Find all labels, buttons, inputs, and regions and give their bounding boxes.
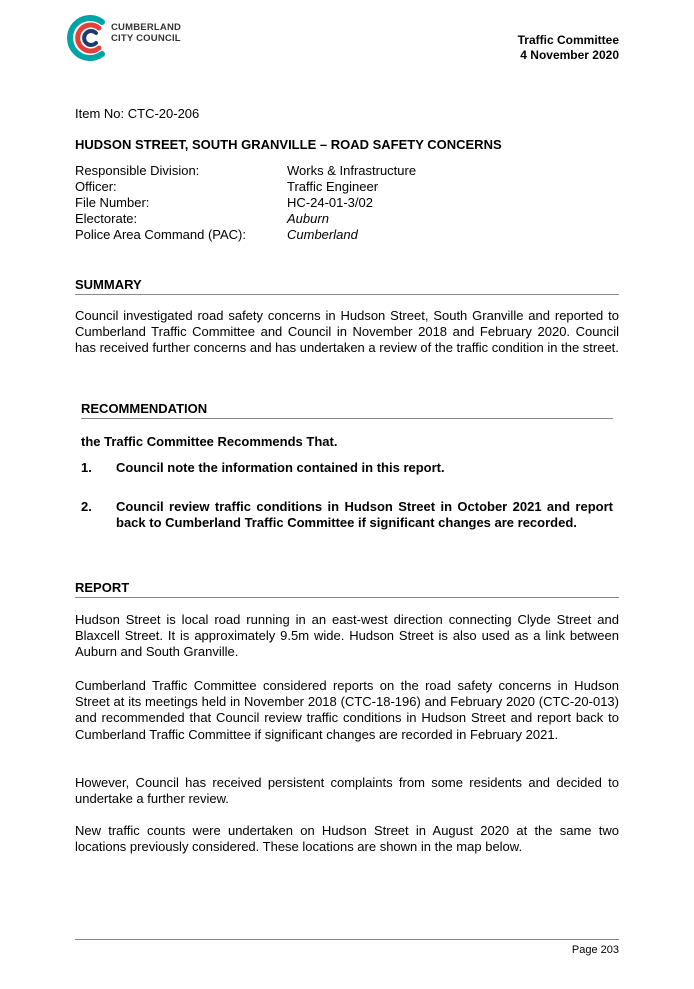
meta-value: Auburn — [287, 211, 329, 226]
recommendation-number: 1. — [81, 460, 92, 475]
meta-row — [75, 179, 416, 195]
logo-line2: CITY COUNCIL — [111, 33, 181, 44]
meta-row — [75, 163, 416, 179]
meta-key: Electorate: — [75, 211, 138, 226]
footer-divider — [75, 939, 619, 940]
summary-text: Council investigated road safety concerns in Hudson Street, South Granville and reported to Cumberland Traffic Committee and Council in November 2018 and February 2020. Council has received further concerns and has undertaken a review of the traffic condition in the street. — [75, 308, 619, 356]
report-paragraph: New traffic counts were undertaken on Hudson Street in August 2020 at the same two locations previously considered. These locations are shown in the map below. — [75, 823, 619, 855]
meta-table — [75, 163, 416, 243]
council-logo — [66, 10, 194, 68]
item-number: Item No: CTC-20-206 — [75, 106, 200, 121]
meta-key: File Number: — [75, 195, 150, 210]
meeting-date: 4 November 2020 — [520, 48, 619, 62]
meta-key: Responsible Division: — [75, 163, 200, 178]
meta-value: Works & Infrastructure — [287, 163, 417, 178]
council-logo-icon — [66, 10, 110, 66]
meta-row — [75, 227, 416, 243]
recommendation-item — [81, 460, 613, 476]
page-number: Page 203 — [571, 944, 619, 956]
meta-value: Cumberland — [287, 227, 358, 242]
recommendation-text: Council review traffic conditions in Hudson Street in October 2021 and report back to Cumberland Traffic Committee if significant changes are recorded. — [116, 499, 613, 531]
meta-row — [75, 195, 416, 211]
report-paragraph: However, Council has received persistent complaints from some residents and decided to undertake a further review. — [75, 775, 619, 807]
committee-name: Traffic Committee — [517, 33, 619, 47]
recommendation-text: Council note the information contained in this report. — [116, 460, 445, 475]
meta-value: HC-24-01-3/02 — [287, 195, 373, 210]
meta-row — [75, 211, 416, 227]
logo-line1: CUMBERLAND — [111, 22, 182, 33]
meta-value: Traffic Engineer — [287, 179, 379, 194]
report-paragraph: Hudson Street is local road running in an east-west direction connecting Clyde Street and Blaxcell Street. It is approximately 9.5m wide. Hudson Street is also used as a link between Auburn and South Granville. — [75, 612, 619, 660]
page-title: HUDSON STREET, SOUTH GRANVILLE – ROAD SAFETY CONCERNS — [75, 137, 502, 152]
meta-key: Officer: — [75, 179, 117, 194]
recommendation-number: 2. — [81, 499, 92, 514]
header-info — [518, 33, 619, 63]
recommendation-item — [81, 499, 613, 531]
meta-key: Police Area Command (PAC): — [75, 227, 246, 242]
summary-heading: SUMMARY — [75, 277, 619, 295]
report-paragraph: Cumberland Traffic Committee considered reports on the road safety concerns in Hudson Street at its meetings held in November 2018 (CTC-18-196) and February 2020 (CTC-20-013) and recommended that Council review traffic conditions in Hudson Street and report back to Cumberland Traffic Committee if significant changes are recorded in February 2021. — [75, 678, 619, 742]
recommendation-heading: RECOMMENDATION — [81, 401, 613, 419]
report-heading: REPORT — [75, 580, 619, 598]
recommendation-intro: the Traffic Committee Recommends That. — [81, 434, 338, 449]
